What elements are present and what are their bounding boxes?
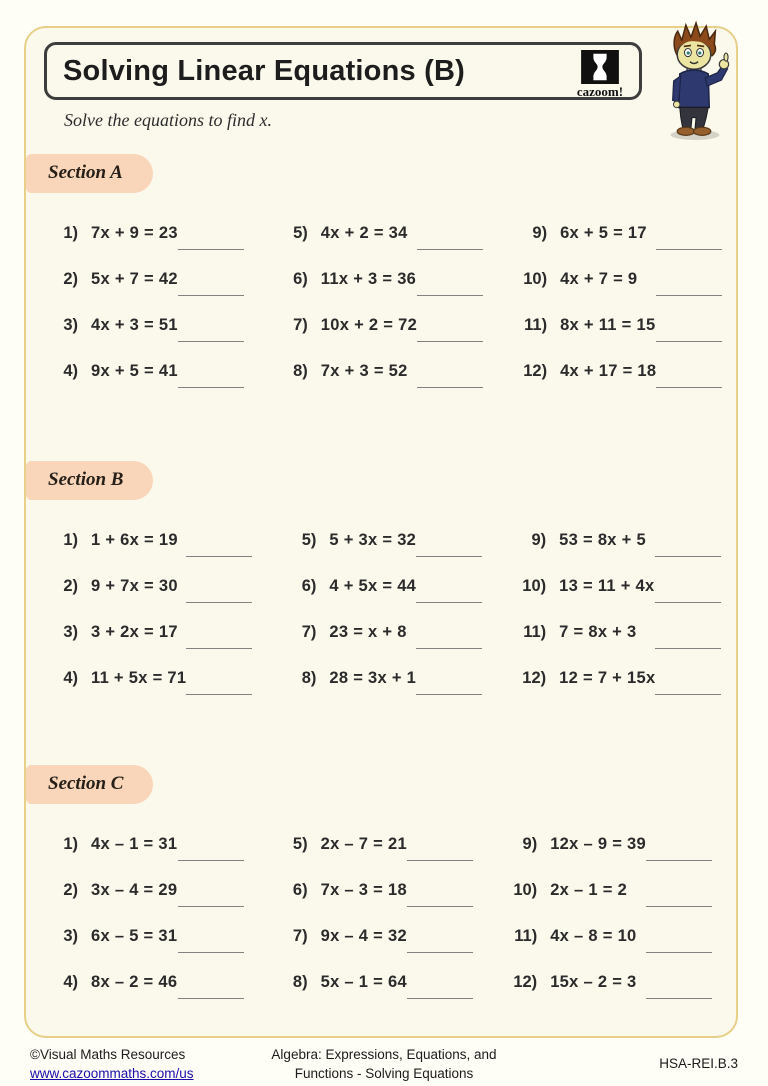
problem-row [282, 655, 486, 701]
problem-row [503, 821, 716, 867]
problem-equation: 4 + 5x = 44 [329, 576, 417, 595]
problem-number: 4) [63, 361, 78, 380]
answer-blank[interactable] [416, 588, 482, 603]
problem-row [44, 563, 256, 609]
answer-blank[interactable] [407, 938, 473, 953]
answer-blank[interactable] [407, 984, 473, 999]
problem-number: 1) [63, 530, 78, 549]
problem-row [513, 348, 726, 394]
answer-blank[interactable] [416, 542, 482, 557]
problem-row [44, 913, 248, 959]
problem-row [513, 302, 726, 348]
problem-equation: 53 = 8x + 5 [559, 530, 646, 549]
website-link[interactable]: www.cazoommaths.com/us [30, 1065, 194, 1081]
problem-equation: 6x – 5 = 31 [91, 926, 178, 945]
answer-blank[interactable] [655, 588, 721, 603]
problem-equation: 3x – 4 = 29 [91, 880, 178, 899]
problem-number: 10) [523, 269, 548, 288]
problem-number: 10) [513, 880, 538, 899]
problem-number: 11) [523, 622, 547, 641]
problem-row [513, 256, 726, 302]
problem-row [44, 655, 256, 701]
answer-blank[interactable] [656, 373, 722, 388]
problem-number: 4) [63, 668, 78, 687]
problem-equation: 12x – 9 = 39 [550, 834, 646, 853]
answer-blank[interactable] [646, 892, 712, 907]
problem-equation: 5x – 1 = 64 [320, 972, 407, 991]
student-mascot-illustration [648, 20, 740, 142]
problem-number: 7) [292, 926, 308, 945]
problem-row [274, 959, 478, 1005]
problem-grid [44, 821, 716, 1005]
problem-number: 8) [292, 972, 308, 991]
problem-equation: 12 = 7 + 15x [559, 668, 656, 687]
problem-grid [44, 517, 716, 701]
answer-blank[interactable] [417, 235, 483, 250]
problem-number: 2) [63, 880, 78, 899]
answer-blank[interactable] [417, 327, 483, 342]
section-label-pill [26, 461, 153, 500]
problem-equation: 4x – 8 = 10 [550, 926, 637, 945]
problem-row [503, 913, 716, 959]
answer-blank[interactable] [646, 846, 712, 861]
problem-number: 9) [532, 223, 548, 242]
problem-number: 11) [514, 926, 538, 945]
problem-number: 2) [63, 576, 78, 595]
problem-number: 9) [522, 834, 538, 853]
problem-number: 11) [524, 315, 548, 334]
problem-row [274, 210, 487, 256]
answer-blank[interactable] [656, 327, 722, 342]
problem-row [44, 959, 248, 1005]
problem-number: 3) [63, 622, 78, 641]
problem-equation: 7x – 3 = 18 [320, 880, 407, 899]
answer-blank[interactable] [407, 846, 473, 861]
answer-blank[interactable] [416, 680, 482, 695]
problem-row [44, 821, 248, 867]
problem-row [503, 867, 716, 913]
problem-number: 5) [293, 223, 308, 242]
problem-equation: 10x + 2 = 72 [320, 315, 418, 334]
problem-row [512, 517, 725, 563]
problem-equation: 1 + 6x = 19 [91, 530, 178, 549]
problem-number: 6) [293, 269, 308, 288]
section-label: Section A [48, 162, 123, 183]
answer-blank[interactable] [178, 327, 244, 342]
problem-equation: 9x + 5 = 41 [91, 361, 178, 380]
problem-row [44, 517, 256, 563]
problem-equation: 5x + 7 = 42 [91, 269, 178, 288]
problem-number: 6) [301, 576, 317, 595]
page-title: Solving Linear Equations (B) [63, 54, 465, 87]
problem-equation: 11 + 5x = 71 [91, 668, 187, 687]
answer-blank[interactable] [655, 680, 721, 695]
problem-number: 3) [63, 315, 78, 334]
problem-row [274, 302, 487, 348]
copyright-text: ©Visual Maths Resources [30, 1047, 186, 1062]
problem-number: 7) [293, 315, 308, 334]
problem-row [282, 563, 486, 609]
problem-number: 2) [63, 269, 78, 288]
problem-equation: 3 + 2x = 17 [91, 622, 178, 641]
problem-number: 5) [301, 530, 317, 549]
answer-blank[interactable] [186, 542, 252, 557]
problem-grid [44, 210, 716, 394]
problem-equation: 4x + 3 = 51 [91, 315, 178, 334]
problem-number: 10) [522, 576, 547, 595]
problem-number: 8) [301, 668, 317, 687]
footer-attribution [30, 1046, 194, 1084]
topic-line-1: Algebra: Expressions, Equations, and [271, 1047, 497, 1062]
answer-blank[interactable] [417, 373, 483, 388]
problem-number: 12) [523, 361, 548, 380]
answer-blank[interactable] [178, 373, 244, 388]
answer-blank[interactable] [656, 281, 722, 296]
problem-number: 4) [63, 972, 78, 991]
problem-equation: 2x – 7 = 21 [320, 834, 407, 853]
problem-row [274, 348, 487, 394]
problem-number: 5) [292, 834, 308, 853]
problem-equation: 4x + 17 = 18 [560, 361, 657, 380]
answer-blank[interactable] [416, 634, 482, 649]
problem-number: 8) [293, 361, 308, 380]
problem-number: 12) [513, 972, 538, 991]
footer-topic [271, 1046, 496, 1084]
worksheet-sheet [24, 26, 738, 1038]
answer-blank[interactable] [178, 846, 244, 861]
problem-equation: 6x + 5 = 17 [560, 223, 647, 242]
problem-row [274, 867, 478, 913]
answer-blank[interactable] [646, 984, 712, 999]
problem-equation: 13 = 11 + 4x [559, 576, 655, 595]
cazoom-logo [571, 48, 629, 100]
problem-number: 1) [63, 223, 78, 242]
problem-equation: 15x – 2 = 3 [550, 972, 637, 991]
answer-blank[interactable] [178, 892, 244, 907]
problem-equation: 28 = 3x + 1 [329, 668, 417, 687]
problem-number: 7) [301, 622, 317, 641]
answer-blank[interactable] [178, 938, 244, 953]
section-label-pill [26, 765, 153, 804]
problem-row [44, 867, 248, 913]
problem-row [512, 655, 725, 701]
instructions-text: Solve the equations to find x. [64, 110, 272, 130]
problem-equation: 7x + 9 = 23 [91, 223, 178, 242]
problem-equation: 9x – 4 = 32 [320, 926, 407, 945]
problem-number: 1) [63, 834, 78, 853]
problem-row [44, 256, 248, 302]
problem-row [282, 517, 486, 563]
answer-blank[interactable] [407, 892, 473, 907]
section-label: Section C [48, 773, 124, 794]
problem-equation: 8x – 2 = 46 [91, 972, 178, 991]
topic-line-2: Functions - Solving Equations [294, 1065, 474, 1081]
problem-row [512, 609, 725, 655]
problem-equation: 5 + 3x = 32 [329, 530, 417, 549]
problem-row [513, 210, 726, 256]
problem-equation: 4x + 7 = 9 [560, 269, 638, 288]
hourglass-icon [581, 50, 619, 84]
standard-code: HSA-REI.B.3 [659, 1056, 738, 1071]
problem-row [503, 959, 716, 1005]
problem-row [274, 821, 478, 867]
answer-blank[interactable] [656, 235, 722, 250]
problem-row [274, 913, 478, 959]
problem-row [44, 609, 256, 655]
answer-blank[interactable] [186, 680, 252, 695]
answer-blank[interactable] [186, 588, 252, 603]
problem-equation: 9 + 7x = 30 [91, 576, 178, 595]
problem-number: 3) [63, 926, 78, 945]
title-box [44, 42, 642, 100]
problem-equation: 2x – 1 = 2 [550, 880, 628, 899]
problem-number: 9) [531, 530, 547, 549]
problem-equation: 7x + 3 = 52 [320, 361, 408, 380]
answer-blank[interactable] [646, 938, 712, 953]
section-label-pill [26, 154, 153, 193]
answer-blank[interactable] [417, 281, 483, 296]
problem-equation: 23 = x + 8 [329, 622, 407, 641]
section [26, 154, 736, 394]
problem-row [512, 563, 725, 609]
problem-row [274, 256, 487, 302]
section [26, 765, 736, 1005]
section [26, 461, 736, 701]
answer-blank[interactable] [655, 634, 721, 649]
answer-blank[interactable] [186, 634, 252, 649]
answer-blank[interactable] [655, 542, 721, 557]
problem-number: 6) [292, 880, 308, 899]
logo-wordmark: cazoom! [576, 84, 624, 99]
problem-number: 12) [522, 668, 547, 687]
answer-blank[interactable] [178, 984, 244, 999]
section-label: Section B [48, 469, 124, 490]
problem-row [44, 210, 248, 256]
problem-equation: 4x + 2 = 34 [320, 223, 408, 242]
problem-row [44, 302, 248, 348]
problem-equation: 7 = 8x + 3 [559, 622, 637, 641]
problem-equation: 8x + 11 = 15 [560, 315, 656, 334]
answer-blank[interactable] [178, 281, 244, 296]
problem-row [282, 609, 486, 655]
answer-blank[interactable] [178, 235, 244, 250]
problem-equation: 4x – 1 = 31 [91, 834, 178, 853]
problem-row [44, 348, 248, 394]
problem-equation: 11x + 3 = 36 [320, 269, 417, 288]
